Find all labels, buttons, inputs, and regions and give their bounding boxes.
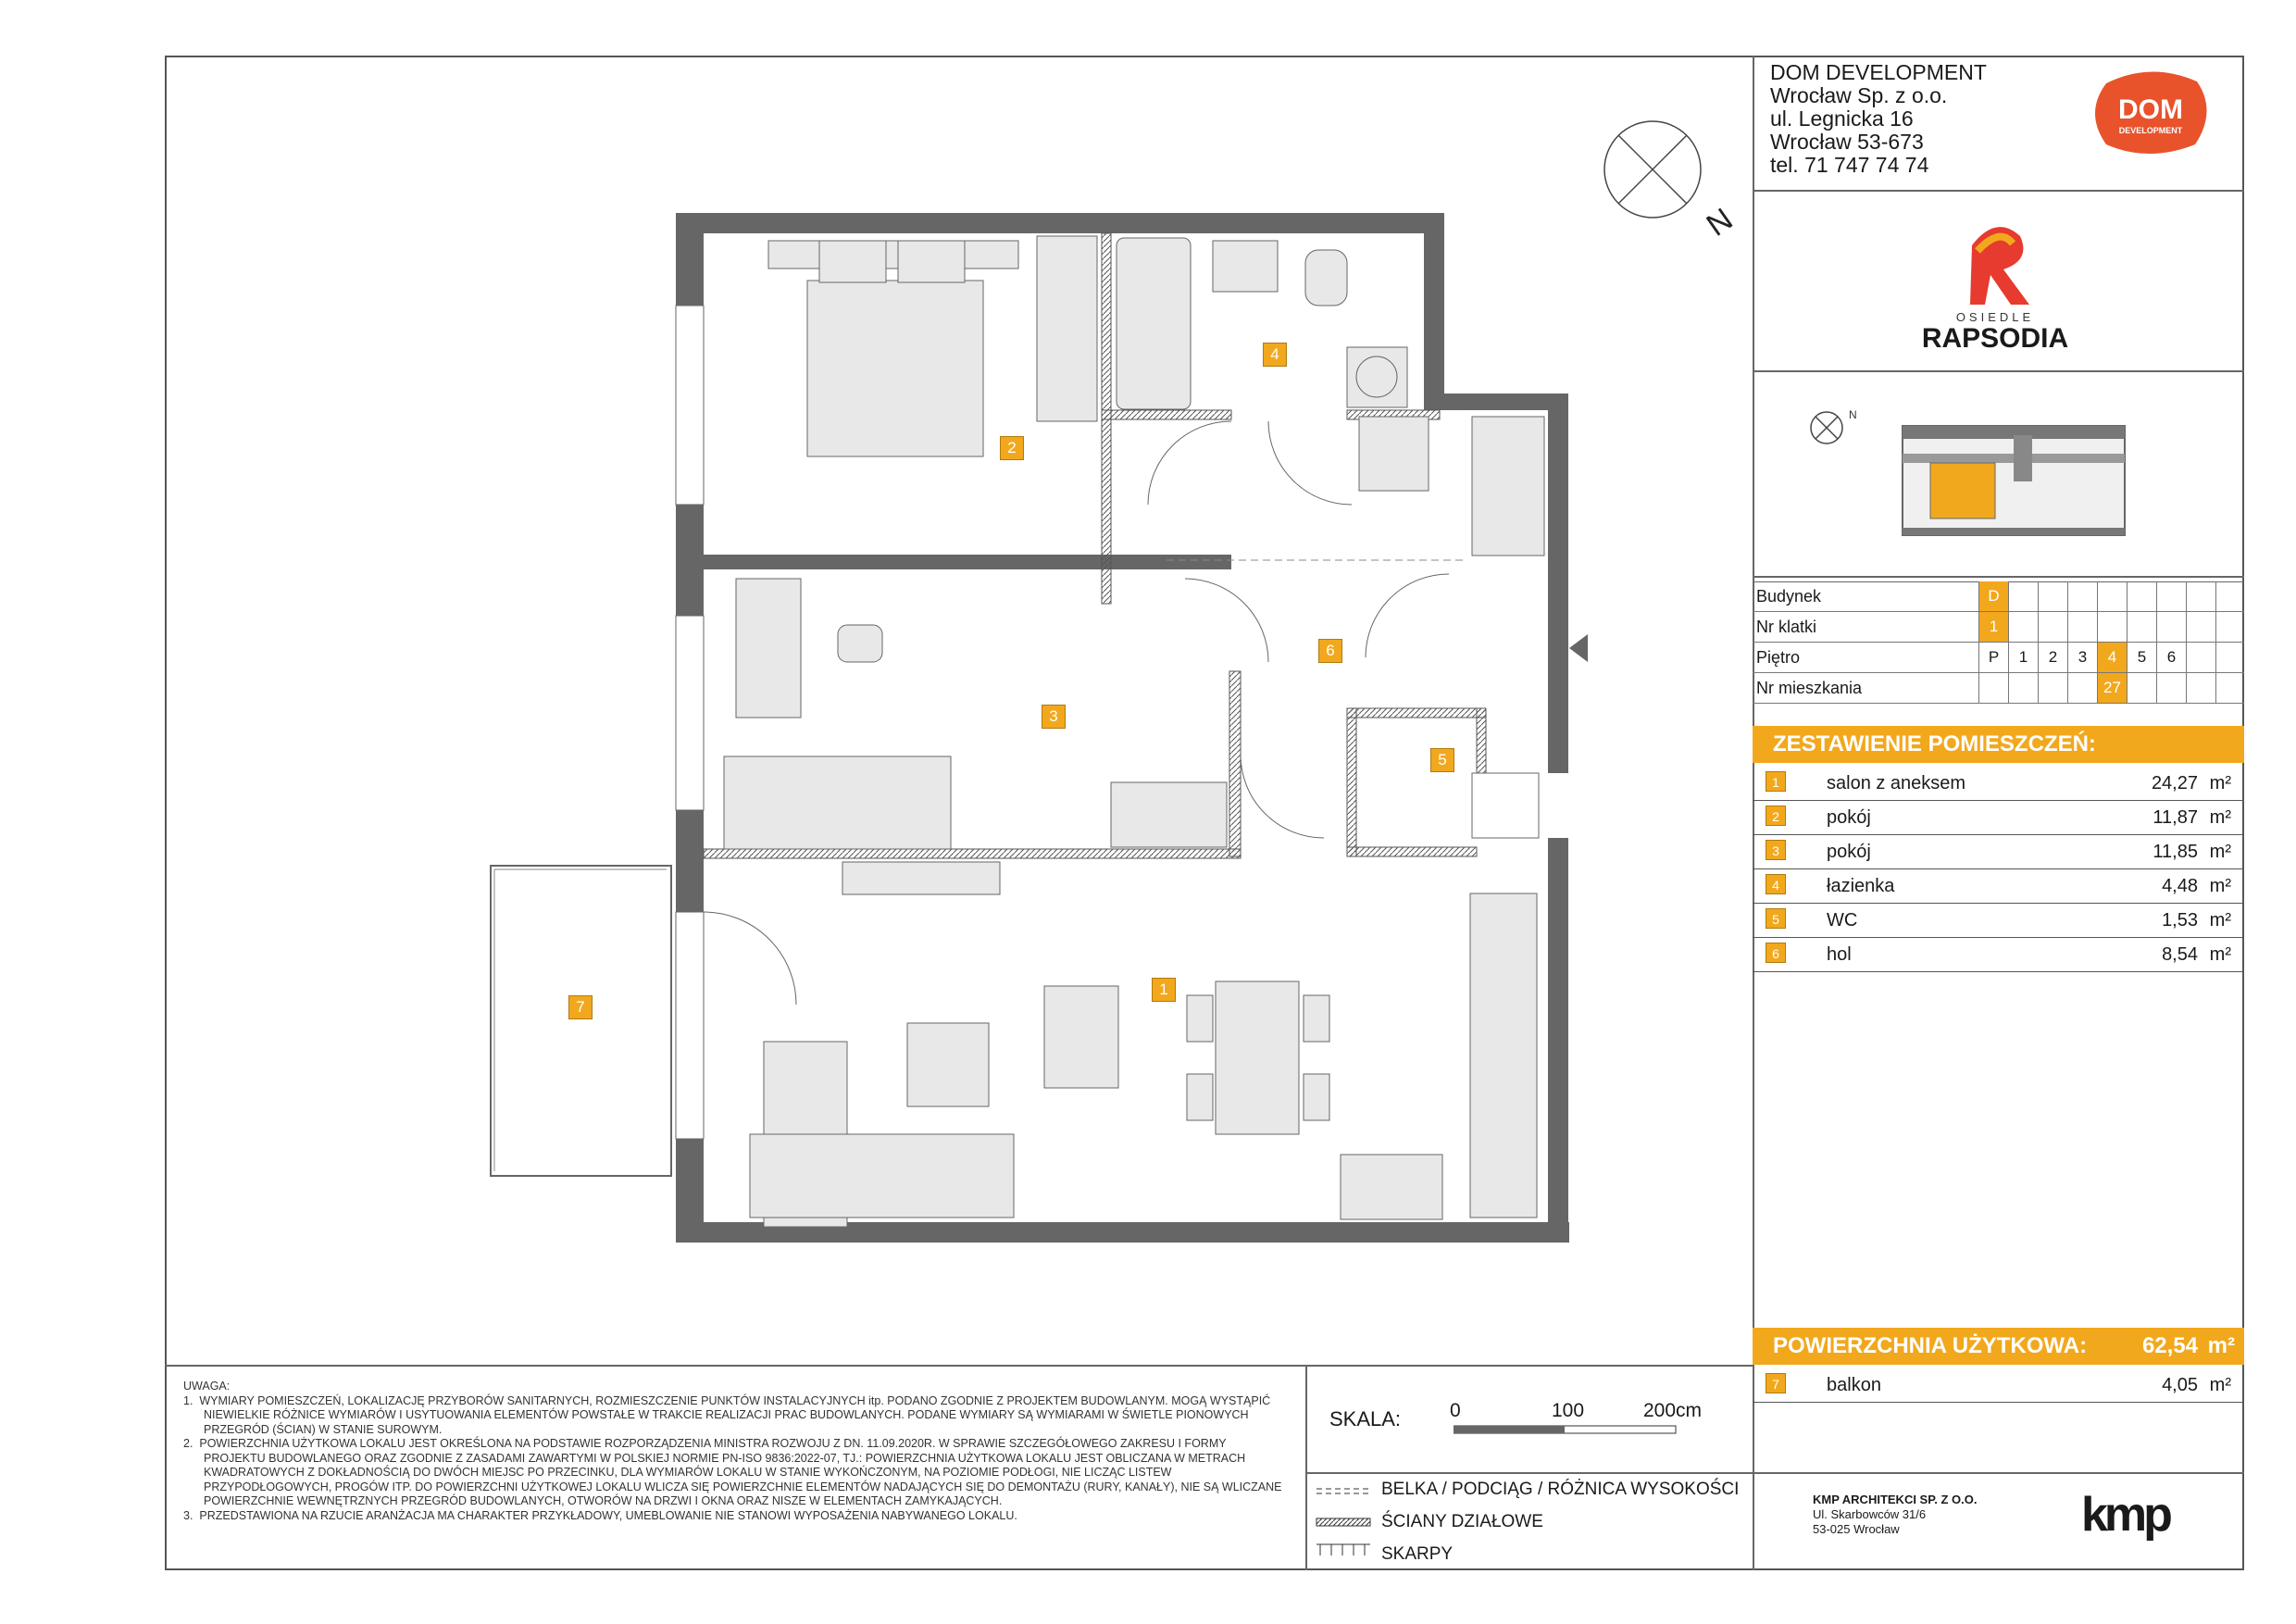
info-cell: 6 (2156, 643, 2186, 672)
note-item: 1. WYMIARY POMIESZCZEŃ, LOKALIZACJĘ PRZYBORÓW SANITARNYCH, ROZMIESZCZENIE PUNKTÓW INSTALACYJNYCH itp. PODANO ZGODNIE Z PROJEKTEM BUDOWLANYM. MOGĄ WYSTĄPIĆ NIEWIELKIE RÓŻNICE WYMIARÓW I USYTUOWANIA ELEMENTÓW POWSTAŁE W TRAKCIE REALIZACJI PRAC BUDOWLANYCH. PODANE WYMIARY SĄ WYMIARAMI W ŚWIETLE PIONOWYCH PRZEGRÓD (ŚCIAN) W STANIE SUROWYM. (183, 1393, 1271, 1436)
room-row (1753, 869, 2244, 904)
room-unit: m² (2209, 773, 2231, 793)
info-row-budynek (1753, 581, 2244, 612)
room-name: WC (1827, 910, 1858, 931)
room-number: 2 (1766, 806, 1786, 826)
rapsodia-logo (1907, 208, 2083, 356)
balcony-row (1753, 1368, 2244, 1403)
dom-logo-sub: DEVELOPMENT (2118, 126, 2183, 135)
info-row-klatka (1753, 612, 2244, 643)
room-area: 1,53 (2162, 910, 2198, 931)
room-name: balkon (1827, 1375, 1881, 1395)
dom-development-logo (2088, 67, 2214, 156)
notes (183, 1380, 1290, 1523)
info-cell: D (1978, 581, 2008, 611)
room-row (1753, 904, 2244, 938)
plan-room-tag: 2 (1000, 436, 1024, 460)
company-address (1770, 61, 1987, 177)
rooms-title: ZESTAWIENIE POMIESZCZEŃ: (1773, 731, 2096, 756)
room-area: 8,54 (2162, 944, 2198, 965)
company-line: tel. 71 747 74 74 (1770, 153, 1929, 177)
plan-room-tag: 5 (1430, 748, 1454, 772)
architect-name: KMP ARCHITEKCI SP. Z O.O. (1813, 1493, 1978, 1506)
architect-street: Ul. Skarbowców 31/6 (1813, 1507, 1927, 1521)
plan-room-tag: 6 (1318, 639, 1342, 663)
room-row (1753, 801, 2244, 835)
info-cell: 5 (2127, 643, 2156, 672)
plan-room-tag: 3 (1042, 705, 1066, 729)
total-area: 62,54 (2141, 1333, 2198, 1358)
room-unit: m² (2209, 876, 2231, 896)
total-label: POWIERZCHNIA UŻYTKOWA: (1773, 1333, 2088, 1358)
legend-divider (1305, 1472, 2244, 1474)
note-item: 2. POWIERZCHNIA UŻYTKOWA LOKALU JEST OKREŚLONA NA PODSTAWIE ROZPORZĄDZENIA MINISTRA ROZWOJU Z DN. 11.09.2020R. W SPRAWIE SZCZEGÓŁOWEGO ZAKRESU I FORMY PROJEKTU BUDOWLANEGO ORAZ ZGODNIE Z ZASADAMI ZAWARTYMI W POLSKIEJ NORMIE PN-ISO 9836:2022-07, TJ.: POWIERZCHNIA UŻYTKOWA LOKALU JEST OBLICZANA W METRACH KWADRATOWYCH Z DOKŁADNOŚCIĄ DO DWÓCH MIEJSC PO PRZECINKU, DLA WYMIARÓW LOKALU W STANIE WYKOŃCZONYM, NA POZIOMIE PODŁOGI, NIE LICZĄC LISTEW PRZYPODŁOGOWYCH, PROGÓW ITP. DO POWIERZCHNI UŻYTKOWEJ LOKALU WLICZA SIĘ POWIERZCHNIE ELEMENTÓW NADAJĄCYCH SIĘ DO DEMONTAŻU (RURY, KANAŁY), NIE SĄ WLICZANE POWIERZCHNIE WEWNĘTRZNYCH PRZEGRÓD BUDOWLANYCH, OTWORÓW NA DRZWI I OKNA ORAZ NISZE W ELEMENTACH ZAMYKAJĄCYCH. (183, 1437, 1282, 1507)
info-cell: 1 (1978, 612, 2008, 642)
room-area: 4,48 (2162, 876, 2198, 896)
total-area-bar (1753, 1328, 2244, 1365)
notes-divider (1305, 1365, 1307, 1570)
kmp-logo: kmp (2081, 1488, 2169, 1542)
room-name: hol (1827, 944, 1852, 965)
bottom-divider (165, 1365, 1753, 1367)
room-number: 5 (1766, 908, 1786, 929)
company-line: Wrocław Sp. z o.o. (1770, 83, 1948, 107)
rapsodia-logo-name: RAPSODIA (1921, 323, 2069, 354)
legend-beam-label: BELKA / PODCIĄG / RÓŻNICA WYSOKOŚCI (1381, 1480, 1740, 1499)
legend-symbols (1315, 1480, 1372, 1563)
room-unit: m² (2209, 842, 2231, 862)
room-area: 11,87 (2152, 807, 2198, 828)
room-unit: m² (2209, 807, 2231, 828)
architect-info (1813, 1493, 1977, 1537)
legend-walls-label: ŚCIANY DZIAŁOWE (1381, 1512, 1543, 1531)
scale-tick: 0 (1450, 1400, 1461, 1421)
header-divider-2 (1753, 370, 2244, 372)
note-item: 3. PRZEDSTAWIONA NA RZUCIE ARANŻACJA MA CHARAKTER PRZYKŁADOWY, UMEBLOWANIE NIE STANOWI WYPOSAŻENIA NABYWANEGO LOKALU. (183, 1508, 1017, 1522)
room-area: 24,27 (2151, 773, 2198, 793)
total-unit: m² (2207, 1333, 2235, 1358)
info-cell: 4 (2097, 643, 2127, 672)
company-line: ul. Legnicka 16 (1770, 106, 1914, 131)
compass-north-label: N (1700, 201, 1740, 244)
room-unit: m² (2209, 1375, 2231, 1395)
room-number: 6 (1766, 943, 1786, 963)
room-name: pokój (1827, 842, 1871, 862)
dom-logo-text: DOM (2118, 94, 2183, 125)
legend-reveals-label: SKARPY (1381, 1544, 1454, 1564)
info-label: Nr mieszkania (1756, 679, 1863, 697)
room-area: 11,85 (2152, 842, 2198, 862)
rooms-header (1753, 726, 2244, 763)
room-row (1753, 835, 2244, 869)
key-plan-north-label: N (1849, 408, 1857, 421)
scale-tick: 200cm (1643, 1400, 1703, 1421)
info-label: Budynek (1756, 587, 1822, 606)
notes-title: UWAGA: (183, 1380, 231, 1393)
key-plan (1801, 398, 2152, 565)
plan-room-tag: 1 (1152, 978, 1176, 1002)
header-divider-1 (1753, 190, 2244, 192)
plan-room-tag: 4 (1263, 343, 1287, 367)
architect-city: 53-025 Wrocław (1813, 1522, 1900, 1536)
room-unit: m² (2209, 944, 2231, 965)
room-unit: m² (2209, 910, 2231, 931)
room-name: salon z aneksem (1827, 773, 1966, 793)
info-cell: P (1978, 643, 2008, 672)
info-label: Nr klatki (1756, 618, 1817, 636)
room-number: 4 (1766, 874, 1786, 894)
header-divider-3 (1753, 576, 2244, 578)
room-name: pokój (1827, 807, 1871, 828)
info-cell: 1 (2008, 643, 2038, 672)
room-number: 3 (1766, 840, 1786, 860)
info-label: Piętro (1756, 648, 1801, 667)
scale-label: SKALA: (1329, 1407, 1402, 1430)
room-row (1753, 938, 2244, 972)
room-name: łazienka (1827, 876, 1895, 896)
info-row-pietro (1753, 643, 2244, 673)
room-number: 7 (1766, 1373, 1786, 1393)
info-cell: 27 (2097, 673, 2127, 703)
company-line: DOM DEVELOPMENT (1770, 60, 1987, 84)
scale-tick: 100 (1552, 1400, 1585, 1421)
rapsodia-logo-sub: OSIEDLE (1955, 310, 2035, 324)
room-row (1753, 767, 2244, 801)
room-number: 1 (1766, 771, 1786, 792)
info-row-mieszkanie (1753, 673, 2244, 704)
plan-room-tag: 7 (568, 995, 593, 1019)
room-area: 4,05 (2162, 1375, 2198, 1395)
info-cell: 3 (2067, 643, 2097, 672)
company-line: Wrocław 53-673 (1770, 130, 1924, 154)
info-cell: 2 (2038, 643, 2067, 672)
scale-bar (1454, 1424, 1685, 1437)
